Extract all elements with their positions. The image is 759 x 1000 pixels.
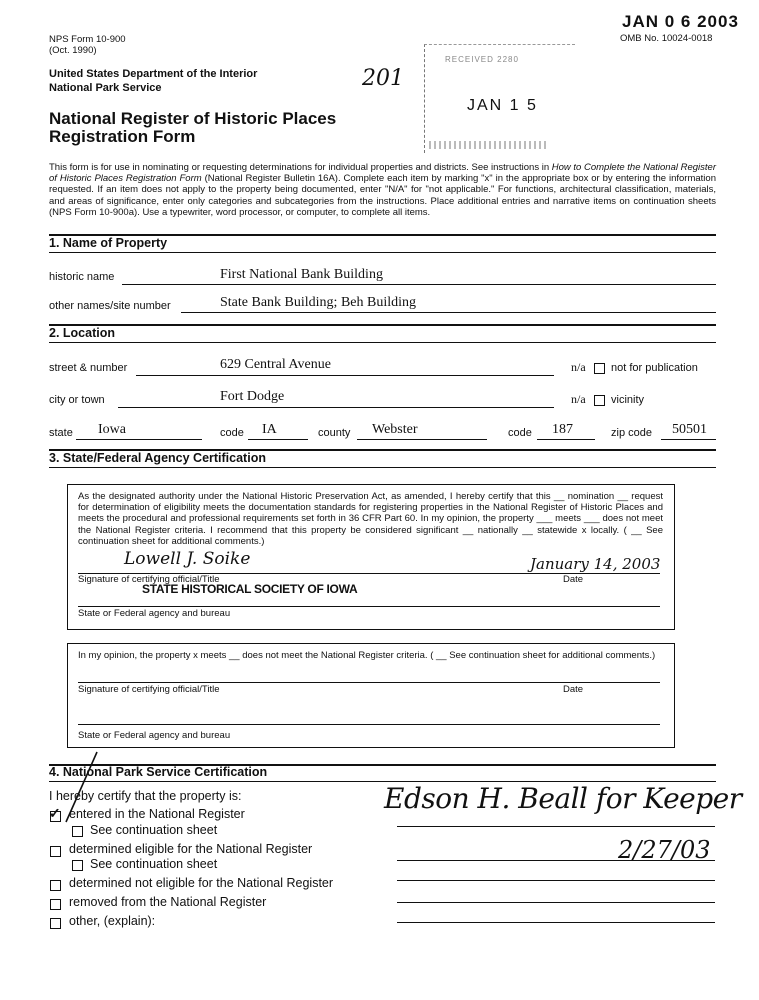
opinion-date-label: Date: [563, 684, 584, 695]
certifying-signature: Lowell J. Soike: [124, 549, 251, 569]
street-value[interactable]: 629 Central Avenue: [220, 357, 331, 372]
agency-label: State or Federal agency and bureau: [78, 608, 231, 619]
eligible-checkbox[interactable]: [50, 846, 61, 857]
keeper-line-2: [397, 860, 715, 861]
keeper-signature: Edson H. Beall for Keeper: [384, 782, 742, 815]
stamp-date: JAN 1 5: [467, 97, 538, 114]
street-line: [136, 375, 554, 376]
state-value[interactable]: Iowa: [98, 422, 126, 437]
state-certification-box: [67, 484, 675, 630]
removed-label: removed from the National Register: [69, 895, 267, 909]
form-number: NPS Form 10-900: [49, 34, 126, 45]
street-label: street & number: [49, 362, 128, 374]
keeper-line-1: [397, 826, 715, 827]
state-code-label: code: [220, 427, 244, 439]
form-title-line1: National Register of Historic Places: [49, 109, 337, 128]
opinion-agency-label: State or Federal agency and bureau: [78, 730, 231, 741]
instructions-title-italic: How to Complete the National Register of Historic Places Registration Form: [49, 162, 717, 185]
instructions-paragraph: [49, 162, 716, 218]
na-label-vicinity: n/a: [571, 392, 586, 406]
section2-top-rule: [49, 324, 716, 326]
county-code-value[interactable]: 187: [552, 422, 573, 437]
date-label: Date: [563, 574, 584, 585]
zip-line: [661, 439, 716, 440]
eligible-continuation-checkbox[interactable]: [72, 860, 83, 871]
entered-label: entered in the National Register: [69, 807, 245, 821]
agency-line: [78, 606, 660, 607]
vicinity-checkbox[interactable]: [594, 395, 605, 406]
received-date-stamp: JAN 0 6 2003: [622, 12, 739, 31]
entered-continuation-checkbox[interactable]: [72, 826, 83, 837]
zip-label: zip code: [611, 427, 652, 439]
section2-heading: 2. Location: [49, 326, 115, 340]
city-label: city or town: [49, 394, 105, 406]
certification-text: As the designated authority under the National Historic Preservation Act, as amended, I hereby certify that this __ nomination __ request for determination of eligibility meets the documentation standards for registering properties in the National Register of Historic Places and meets the procedural and professional requirements set forth in 36 CFR Part 60. In my opinion, the property ___ meets ___ does not meet the National Register criteria. I recommend that this property be considered significant __ nationally __ statewide x locally. ( __ See continuation sheet for additional comments.): [78, 491, 663, 547]
keeper-line-4: [397, 902, 715, 903]
state-label: state: [49, 427, 73, 439]
stamp-smudge: [429, 141, 549, 149]
city-value[interactable]: Fort Dodge: [220, 389, 285, 404]
historic-name-line: [122, 284, 716, 285]
form-date: (Oct. 1990): [49, 45, 97, 56]
state-code-value[interactable]: IA: [262, 422, 277, 437]
entered-check-mark: ✓: [49, 805, 61, 821]
received-stamp: [424, 44, 575, 153]
instructions-text-2: (National Register Bulletin 16A). Complete each item by marking "x" in the appropriate box or by entering the information requested. If an item does not apply to the property being documented, enter "N/A" for "not applicable." For functions, architectural classification, materials, and areas of significance, enter only categories and subcategories from the instructions. Place additional entries and narrative items on continuation sheets (NPS Form 10-900a). Use a typewriter, word processor, or computer, to complete all items.: [49, 173, 716, 218]
signature-label: Signature of certifying official/Title: [78, 574, 220, 585]
not-eligible-checkbox[interactable]: [50, 880, 61, 891]
removed-checkbox[interactable]: [50, 899, 61, 910]
form-title-line2: Registration Form: [49, 127, 196, 146]
section3-heading: 3. State/Federal Agency Certification: [49, 451, 266, 465]
keeper-line-3: [397, 880, 715, 881]
omb-number: OMB No. 10024-0018: [620, 33, 713, 44]
instructions-text-1: This form is for use in nominating or requesting determinations for individual properties and districts. See instructions in: [49, 162, 552, 173]
historic-name-label: historic name: [49, 271, 115, 283]
not-for-publication-checkbox[interactable]: [594, 363, 605, 374]
eligible-label: determined eligible for the National Register: [69, 842, 313, 856]
keeper-date: 2/27/03: [618, 836, 711, 864]
keeper-line-5: [397, 922, 715, 923]
opinion-text: In my opinion, the property x meets __ does not meet the National Register criteria. ( __ See continuation sheet for additional comments.): [78, 650, 656, 661]
certification-date: January 14, 2003: [530, 555, 661, 573]
county-code-line: [537, 439, 595, 440]
na-label-publication: n/a: [571, 360, 586, 374]
other-names-label: other names/site number: [49, 300, 171, 312]
vicinity-label: vicinity: [611, 394, 645, 406]
section4-heading: 4. National Park Service Certification: [49, 765, 268, 779]
stamp-line: RECEIVED 2280: [445, 55, 519, 64]
state-line: [76, 439, 202, 440]
other-names-value[interactable]: State Bank Building; Beh Building: [220, 295, 416, 310]
not-eligible-label: determined not eligible for the National Register: [69, 876, 334, 890]
nps-intro-text: I hereby certify that the property is:: [49, 789, 242, 803]
opinion-box: [67, 643, 675, 748]
department-name: United States Department of the Interior: [49, 68, 258, 80]
entered-continuation-label: See continuation sheet: [90, 823, 218, 837]
opinion-signature-label: Signature of certifying official/Title: [78, 684, 220, 695]
opinion-signature-line: [78, 682, 660, 683]
opinion-agency-line: [78, 724, 660, 725]
not-for-publication-label: not for publication: [611, 362, 698, 374]
state-code-line: [248, 439, 308, 440]
handwritten-reference: 201: [362, 66, 404, 91]
agency-stamp: STATE HISTORICAL SOCIETY OF IOWA: [142, 582, 358, 596]
historic-name-value[interactable]: First National Bank Building: [220, 267, 383, 282]
service-name: National Park Service: [49, 82, 162, 94]
section1-bottom-rule: [49, 252, 716, 253]
other-checkbox[interactable]: [50, 918, 61, 929]
county-value[interactable]: Webster: [372, 422, 418, 437]
other-names-line: [181, 312, 716, 313]
section1-heading: 1. Name of Property: [49, 236, 168, 250]
city-line: [118, 407, 554, 408]
zip-value[interactable]: 50501: [672, 422, 707, 437]
county-code-label: code: [508, 427, 532, 439]
eligible-continuation-label: See continuation sheet: [90, 857, 218, 871]
county-line: [357, 439, 487, 440]
section3-bottom-rule: [49, 467, 716, 468]
county-label: county: [318, 427, 351, 439]
other-label: other, (explain):: [69, 914, 156, 928]
section2-bottom-rule: [49, 342, 716, 343]
